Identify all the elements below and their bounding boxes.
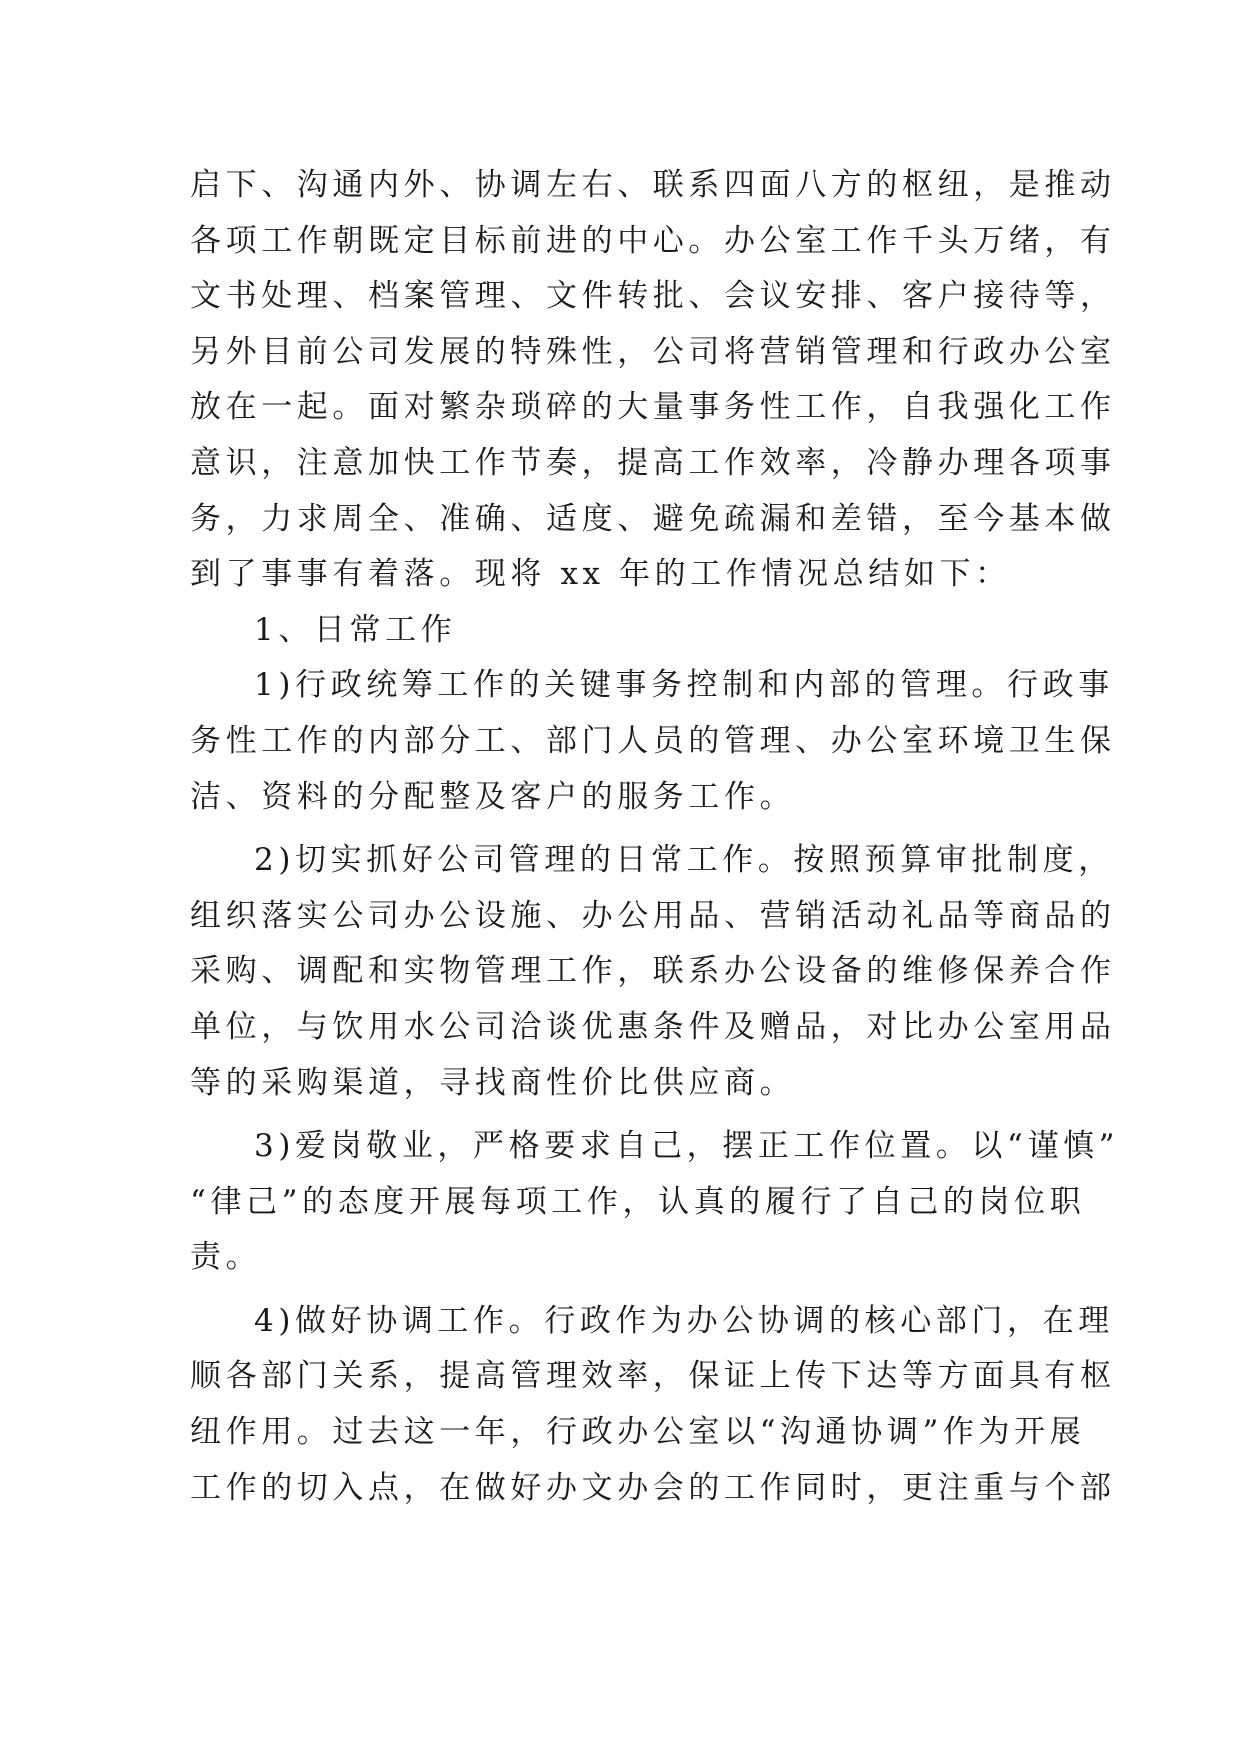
text-line: 单位，与饮用水公司洽谈优惠条件及赠品，对比办公室用品	[190, 1008, 1116, 1045]
text-line: 4)做好协调工作。行政作为办公协调的核心部门，在理	[254, 1302, 1114, 1339]
text-line: 意识，注意加快工作节奏，提高工作效率，冷静办理各项事	[190, 444, 1116, 481]
text-line: 采购、调配和实物管理工作，联系办公设备的维修保养合作	[190, 953, 1116, 990]
text-line: 责。	[190, 1239, 262, 1276]
list-item	[190, 1119, 1120, 1286]
paragraph-gap	[190, 825, 1070, 833]
section-heading	[190, 603, 1070, 659]
text-line: 务，力求周全、准确、适度、避免疏漏和差错，至今基本做	[190, 500, 1116, 537]
text-line: 洁、资料的分配整及客户的服务工作。	[190, 778, 796, 815]
list-item	[190, 658, 1116, 825]
text-line: 3)爱岗敬业，严格要求自己，摆正工作位置。以“谨慎”	[254, 1128, 1120, 1165]
text-line: 组织落实公司办公设施、办公用品、营销活动礼品等商品的	[190, 897, 1116, 934]
text-line: 顺各部门关系，提高管理效率，保证上传下达等方面具有枢	[190, 1358, 1116, 1395]
text-line: 各项工作朝既定目标前进的中心。办公室工作千头万绪，有	[190, 222, 1116, 259]
text-line: 纽作用。过去这一年，行政办公室以“沟通协调”作为开展	[190, 1414, 1086, 1451]
text-line: “律己”的态度开展每项工作，认真的履行了自己的岗位职	[190, 1183, 1086, 1220]
text-line: 2)切实抓好公司管理的日常工作。按照预算审批制度，	[254, 842, 1114, 879]
text-line: 1)行政统筹工作的关键事务控制和内部的管理。行政事	[254, 667, 1114, 704]
document-body	[190, 158, 1120, 1516]
list-item	[190, 1294, 1116, 1516]
text-line: 文书处理、档案管理、文件转批、会议安排、客户接待等，	[190, 278, 1116, 315]
text-line: 等的采购渠道，寻找商性价比供应商。	[190, 1064, 796, 1101]
text-line: 启下、沟通内外、协调左右、联系四面八方的枢纽，是推动	[190, 167, 1116, 203]
paragraph-gap	[190, 1111, 1070, 1119]
paragraph-gap	[190, 1286, 1070, 1294]
section-heading-text: 1、日常工作	[254, 611, 457, 648]
intro-paragraph	[190, 158, 1116, 603]
text-line: 到了事事有着落。现将 xx 年的工作情况总结如下：	[190, 556, 1011, 593]
text-line: 务性工作的内部分工、部门人员的管理、办公室环境卫生保	[190, 722, 1116, 759]
list-item	[190, 833, 1116, 1111]
text-line: 放在一起。面对繁杂琐碎的大量事务性工作，自我强化工作	[190, 389, 1116, 426]
text-line: 工作的切入点，在做好办文办会的工作同时，更注重与个部	[190, 1469, 1116, 1506]
text-line: 另外目前公司发展的特殊性，公司将营销管理和行政办公室	[190, 333, 1116, 370]
